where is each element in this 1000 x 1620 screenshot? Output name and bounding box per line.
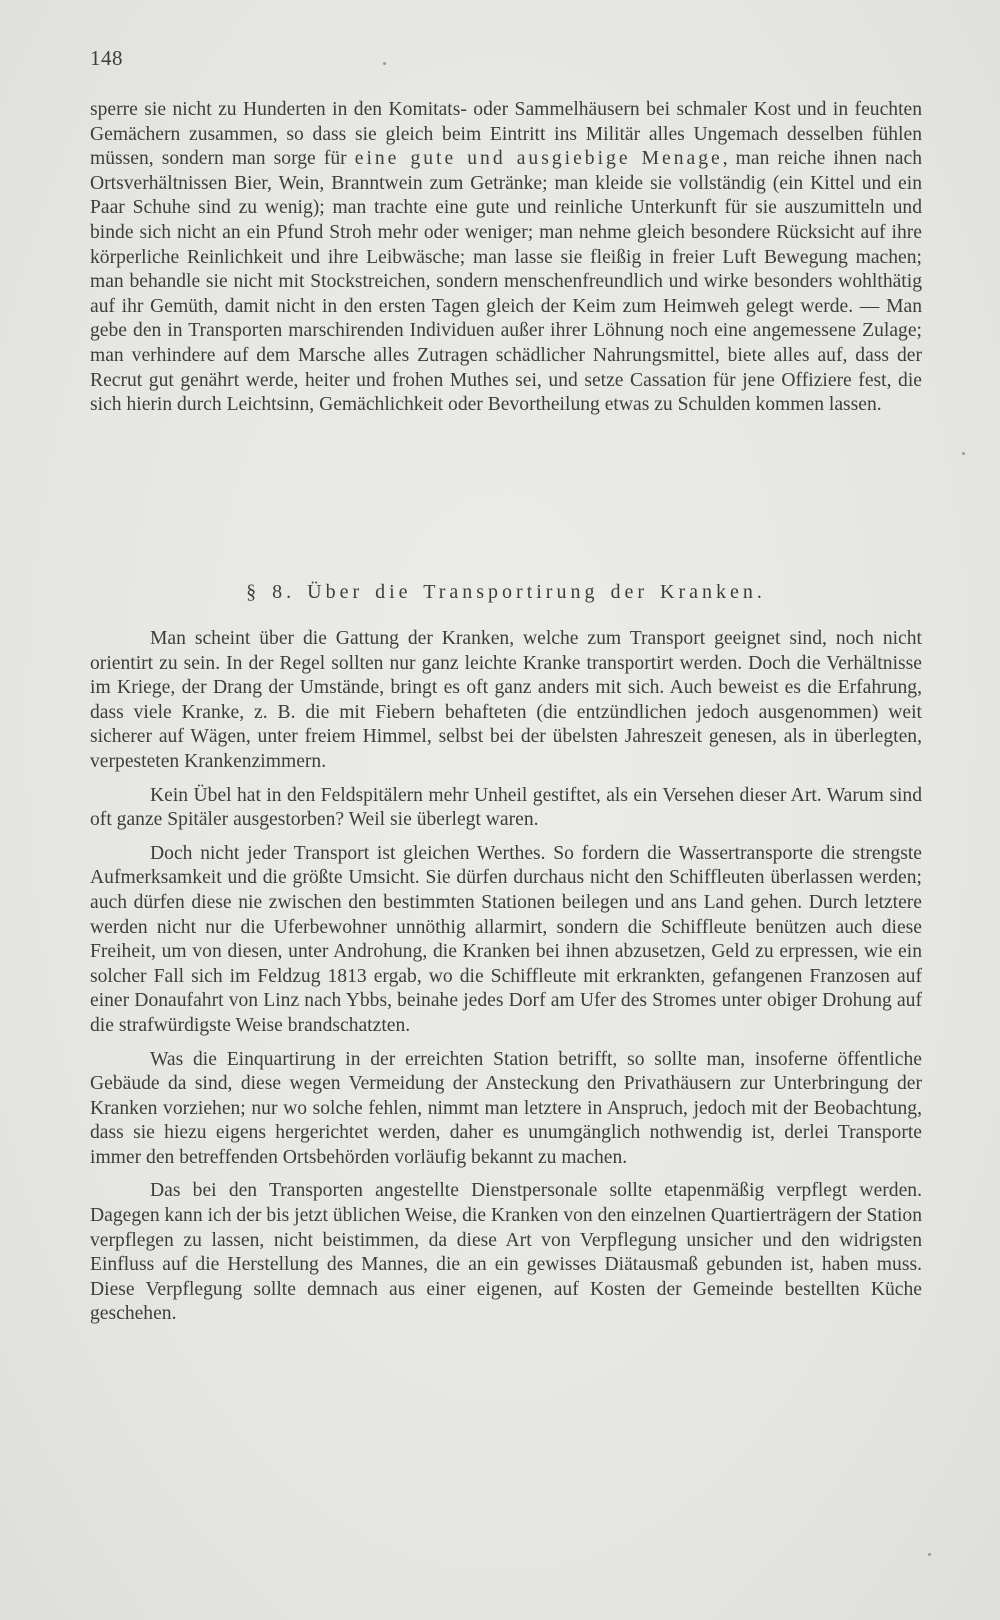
paragraph: Doch nicht jeder Transport ist gleichen Werthes. So fordern die Wassertransporte die strengste Aufmerksamkeit und die größte Umsicht. Sie dürfen durchaus nicht den Schiffleuten überlassen werden; auch dürfen diese nie zwischen den bestimmten Stationen beilegen und ans Land gehen. Durch letztere werden nicht nur die Uferbewohner unnöthig allarmirt, sondern die Schiffleute benützen auch diese Freiheit, um von diesen, unter Androhung, die Kranken bei ihnen abzusetzen, Geld zu erpressen, wie ein solcher Fall sich im Feldzug 1813 ergab, wo die Schiffleute mit erkrankten, gefangenen Franzosen auf einer Donaufahrt von Linz nach Ybbs, beinahe jedes Dorf am Ufer des Stromes unter obiger Drohung auf die strafwürdigste Weise brandschatzten. (90, 842, 922, 1036)
paragraph: Man scheint über die Gattung der Kranken, welche zum Transport geeignet sind, noch nicht orientirt zu sein. In der Regel sollten nur ganz leichte Kranke transportirt werden. Doch die Verhältnisse im Kriege, der Drang der Umstände, bringt es oft ganz anders mit sich. Auch beweist es die Erfahrung, dass viele Kranke, z. B. die mit Fiebern behafteten (die entzündlichen jedoch ausgenommen) weit sicherer auf Wägen, unter freiem Himmel, selbst bei der übelsten Jahreszeit genesen, als in überlegten, verpesteten Krankenzimmern. (90, 628, 922, 772)
page-number: 148 (90, 46, 123, 70)
emphasized-text: eine gute und ausgiebige Menage (354, 148, 723, 170)
paragraph: Kein Übel hat in den Feldspitälern mehr Unheil gestiftet, als ein Versehen dieser Art. Warum sind oft ganze Spitäler ausgestorben? Weil sie überlegt waren. (90, 784, 922, 831)
section-heading: § 8. Über die Transportirung der Kranken. (246, 581, 766, 603)
continued-paragraph (90, 98, 922, 418)
paper-speck (962, 452, 965, 455)
paper-speck (928, 1553, 931, 1556)
paper-speck (383, 62, 386, 65)
paragraph-text: , man reiche ihnen nach Ortsverhältnissen Bier, Wein, Branntwein zum Getränke; man kleide sie vollständig (ein Kittel und ein Paar Schuhe sind zu wenig); man trachte eine gute und reinliche Unterkunft für sie auszumitteln und binde sich nicht an ein Pfund Stroh mehr oder weniger; man nehme gleich besondere Rücksicht auf ihre körperliche Reinlichkeit und ihre Leibwäsche; man lasse sie fleißig in freier Luft Bewegung machen; man behandle sie nicht mit Stockstreichen, sondern menschenfreundlich und wirke besonders wohlthätig auf ihr Gemüth, damit nicht in den ersten Tagen gleich der Keim zum Heimweh gelegt werde. — Man gebe den in Transporten marschirenden Individuen außer ihrer Löhnung noch eine angemessene Zulage; man verhindere auf dem Marsche alles Zutragen schädlicher Nahrungsmittel, biete alles auf, dass der Recrut gut genährt werde, heiter und frohen Muthes sei, und setze Cassation für jene Offiziere fest, die sich hierin durch Leichtsinn, Gemächlichkeit oder Bevortheilung etwas zu Schulden kommen lassen. (90, 148, 923, 416)
paragraph: Das bei den Transporten angestellte Dienstpersonale sollte etapenmäßig verpflegt werden. Dagegen kann ich der bis jetzt üblichen Weise, die Kranken von den einzelnen Quartierträgern der Station verpflegen zu lassen, nicht beistimmen, da diese Art von Verpflegung unsicher und den widrigsten Einfluss auf die Herstellung des Mannes, die an ein gewisses Diätausmaß gebunden ist, haben muss. Diese Verpflegung sollte demnach aus einer eigenen, auf Kosten der Gemeinde bestellten Küche geschehen. (90, 1180, 922, 1325)
paragraph-text: sperre sie nicht zu Hunderten in den Komitats- oder Sammelhäusern bei schmaler Kost und in feuchten Gemächern zusammen, so dass sie gleich beim Eintritt ins Militär alles Ungemach desselben fühlen müssen, sondern man sorge für (90, 99, 922, 170)
paragraph (90, 98, 922, 418)
paragraph: Was die Einquartirung in der erreichten Station betrifft, so sollte man, insoferne öffentliche Gebäude da sind, diese wegen Vermeidung der Ansteckung den Privathäusern zur Unterbringung der Kranken vorziehen; nur wo solche fehlen, nimmt man letztere in Anspruch, jedoch mit der Beobachtung, dass sie hiezu eigens hergerichtet werden, daher es unumgänglich nothwendig ist, derlei Transporte immer den betreffenden Ortsbehörden vorläufig bekannt zu machen. (90, 1048, 922, 1168)
section-body (90, 627, 922, 1327)
